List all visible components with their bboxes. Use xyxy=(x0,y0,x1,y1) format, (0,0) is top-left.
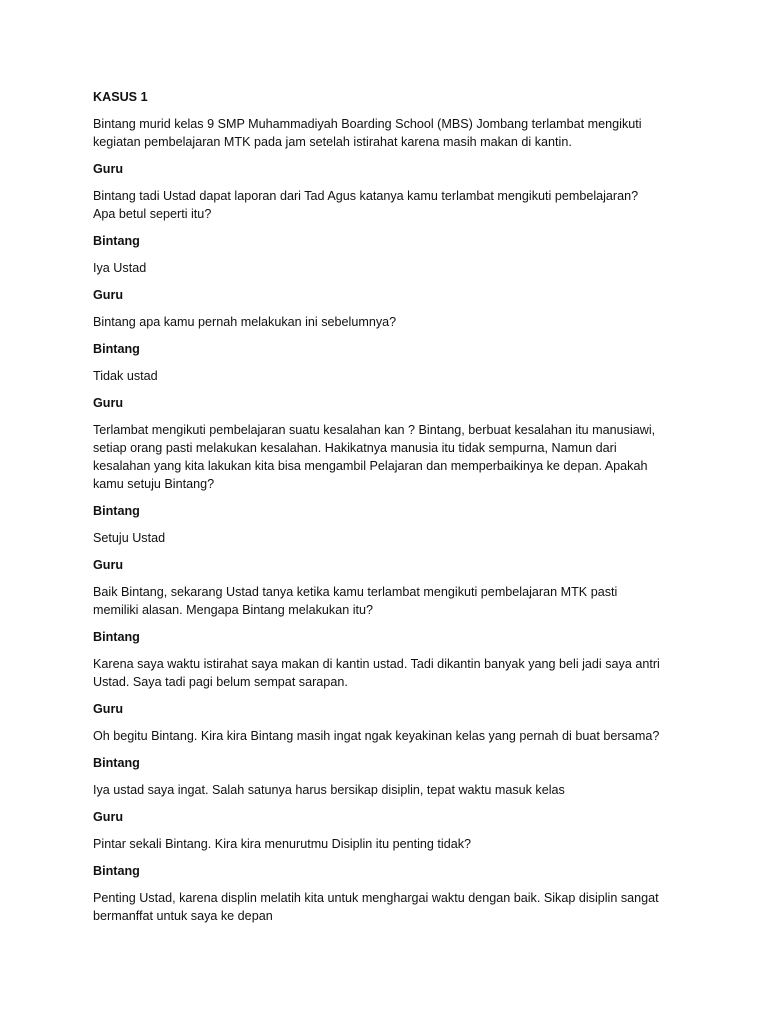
dialogue-text xyxy=(93,781,683,799)
dialogue-line: Ustad. Saya tadi pagi belum sempat sarapan. xyxy=(93,675,348,689)
speaker-label: Guru xyxy=(93,558,124,572)
dialogue-line: Iya Ustad xyxy=(93,261,147,275)
dialogue-line: Iya ustad saya ingat. Salah satunya harus bersikap disiplin, tepat waktu masuk kelas xyxy=(93,783,565,797)
speaker-label: Guru xyxy=(93,810,124,824)
dialogue-line: bermanffat untuk saya ke depan xyxy=(93,909,273,923)
dialogue-line: kesalahan yang kita lakukan kita bisa mengambil Pelajaran dan memperbaikinya ke depan. Apakah xyxy=(93,459,648,473)
dialogue-text xyxy=(93,835,683,853)
intro-line: kegiatan pembelajaran MTK pada jam setelah istirahat karena masih makan di kantin. xyxy=(93,135,572,149)
dialogue-line: Bintang apa kamu pernah melakukan ini sebelumnya? xyxy=(93,315,397,329)
speaker-label: Guru xyxy=(93,396,124,410)
dialogue-text xyxy=(93,889,683,925)
dialogue-line: kamu setuju Bintang? xyxy=(93,477,215,491)
dialogue-text xyxy=(93,259,683,277)
dialogue-line: Terlambat mengikuti pembelajaran suatu kesalahan kan ? Bintang, berbuat kesalahan itu manusiawi, xyxy=(93,423,656,437)
dialogue-text xyxy=(93,583,683,619)
speaker-label: Bintang xyxy=(93,504,140,518)
dialogue-line: Apa betul seperti itu? xyxy=(93,207,212,221)
dialogue-line: Pintar sekali Bintang. Kira kira menurutmu Disiplin itu penting tidak? xyxy=(93,837,471,851)
dialogue-line: Penting Ustad, karena displin melatih kita untuk menghargai waktu dengan baik. Sikap disiplin sangat xyxy=(93,891,659,905)
intro-paragraph xyxy=(93,115,683,151)
dialogue-line: Tidak ustad xyxy=(93,369,158,383)
dialogue-text xyxy=(93,655,683,691)
dialogue-line: memiliki alasan. Mengapa Bintang melakukan itu? xyxy=(93,603,374,617)
speaker-label: Bintang xyxy=(93,864,140,878)
speaker-label: Bintang xyxy=(93,342,140,356)
intro-line: Bintang murid kelas 9 SMP Muhammadiyah Boarding School (MBS) Jombang terlambat mengikuti xyxy=(93,117,642,131)
dialogue-text xyxy=(93,367,683,385)
dialogue-text xyxy=(93,187,683,223)
dialogue-text xyxy=(93,529,683,547)
dialogue-line: Oh begitu Bintang. Kira kira Bintang masih ingat ngak keyakinan kelas yang pernah di buat bersama? xyxy=(93,729,660,743)
speaker-label: Guru xyxy=(93,702,124,716)
dialogue-line: setiap orang pasti melakukan kesalahan. Hakikatnya manusia itu tidak sempurna, Namun dari xyxy=(93,441,617,455)
dialogue-line: Setuju Ustad xyxy=(93,531,166,545)
dialogue-line: Baik Bintang, sekarang Ustad tanya ketika kamu terlambat mengikuti pembelajaran MTK pasti xyxy=(93,585,618,599)
document-page xyxy=(93,88,683,934)
speaker-label: Guru xyxy=(93,162,124,176)
dialogue-line: Bintang tadi Ustad dapat laporan dari Tad Agus katanya kamu terlambat mengikuti pembelajaran? xyxy=(93,189,639,203)
dialogue-text xyxy=(93,421,683,493)
speaker-label: Bintang xyxy=(93,756,140,770)
speaker-label: Bintang xyxy=(93,234,140,248)
dialogue-text xyxy=(93,727,683,745)
speaker-label: Bintang xyxy=(93,630,140,644)
dialogue-text xyxy=(93,313,683,331)
speaker-label: Guru xyxy=(93,288,124,302)
document-title: KASUS 1 xyxy=(93,90,148,104)
dialogue-line: Karena saya waktu istirahat saya makan di kantin ustad. Tadi dikantin banyak yang beli jadi saya antri xyxy=(93,657,660,671)
